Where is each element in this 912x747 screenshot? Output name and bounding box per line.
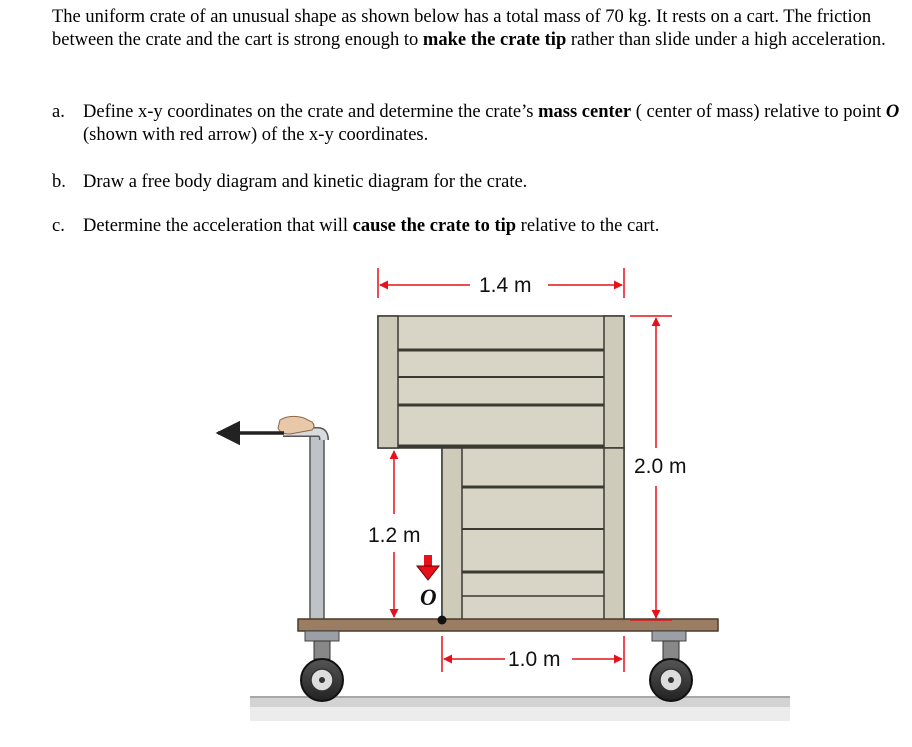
part-a-point-o: O — [885, 102, 900, 122]
crate-lower-section — [442, 448, 624, 620]
part-a-text-3: (shown with red arrow) of the x-y coordinates. — [83, 125, 429, 145]
part-c-emphasis: cause the crate to tip — [352, 216, 517, 236]
dimension-top-label: 1.4 m — [479, 274, 532, 297]
intro-emphasis: make the crate tip — [422, 30, 567, 50]
point-o-label: O — [420, 585, 437, 610]
cart-handle — [278, 416, 324, 626]
ground — [250, 697, 790, 721]
crate-upper-section — [378, 316, 624, 448]
dimension-right-label: 2.0 m — [634, 455, 687, 478]
part-c-letter: c. — [52, 216, 65, 236]
dimension-bottom-label: 1.0 m — [508, 648, 561, 671]
part-a-text-1: Define x-y coordinates on the crate and determine the crate’s — [83, 102, 539, 122]
dimension-left-label: 1.2 m — [368, 524, 421, 547]
right-wheel — [650, 641, 692, 701]
part-b-letter: b. — [52, 172, 66, 192]
part-a-mass-center: mass center — [538, 102, 632, 122]
part-a-text-2: ( center of mass) relative to point — [631, 102, 886, 122]
part-c-text-2: relative to the cart. — [516, 216, 660, 236]
part-a-letter: a. — [52, 102, 65, 122]
left-wheel — [301, 641, 343, 701]
part-b-text: Draw a free body diagram and kinetic diagram for the crate. — [83, 172, 528, 192]
point-o-marker — [438, 616, 447, 625]
intro-text-1: The uniform crate of an unusual shape as shown below has a total mass of 70 kg. It rests on a cart. The friction between the crate and the cart is strong enough to — [52, 7, 872, 50]
intro-text-2: rather than slide under a high acceleration. — [566, 30, 886, 50]
cart-deck — [298, 619, 718, 641]
part-c-text-1: Determine the acceleration that will — [83, 216, 353, 236]
point-o-red-arrow — [417, 555, 439, 580]
